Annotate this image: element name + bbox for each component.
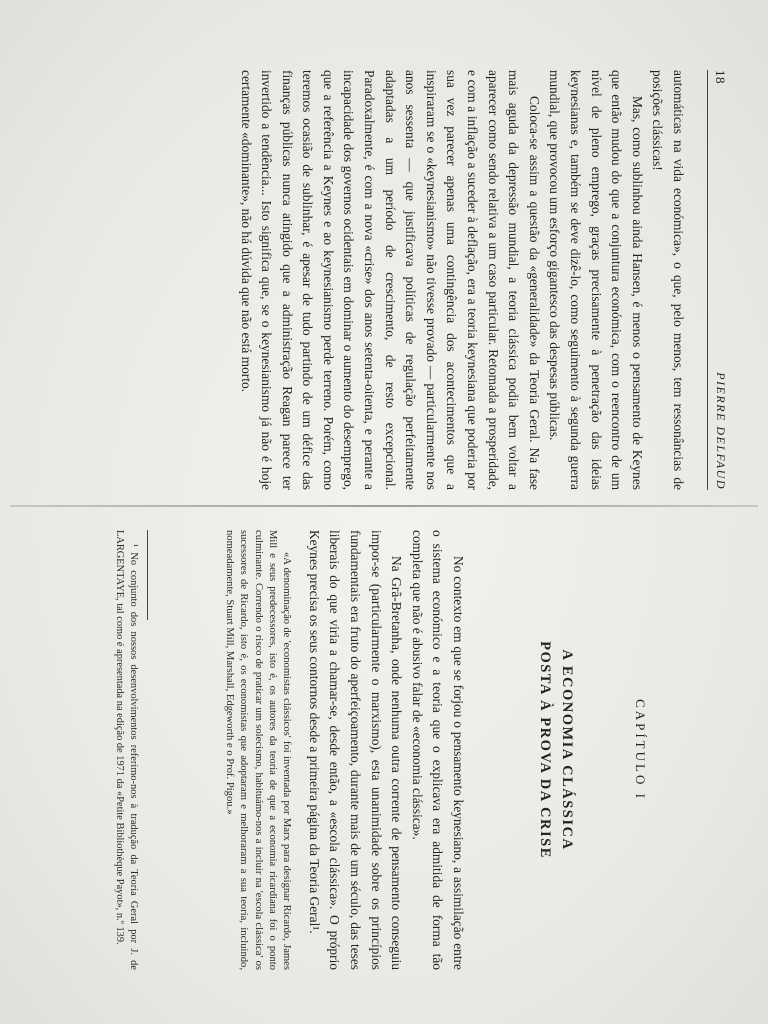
chapter-title — [534, 530, 578, 970]
book-gutter — [10, 505, 758, 507]
left-page — [0, 70, 768, 490]
right-page — [0, 530, 768, 970]
paragraph: No contexto em que se forjou o pensamento keynesiano, a assimilação entre o sistema económico e a teoria que o explicava era admitida de forma tão completa que não é abusivo falar de «economia clássica». — [409, 530, 466, 970]
paragraph: Coloca-se assim a questão da «generalidade» da Teoria Geral. Na fase mais aguda da depressão mundial, a teoria clássica podia bem voltar a aparecer como sendo relativa a um caso particular. Retomada a prosperidade, e com a inflação a suceder à deflação, era a teoria keynesiana que poderia por sua vez parecer apenas uma contingência dos acontecimentos que a inspiraram se o «keynesianismo» não tivesse provado — particularmente nos anos sessenta — que justificava políticas de regulação perfeitamente adaptadas a um período de crescimento, de resto excepcional. Paradoxalmente, é com a nova «crise» dos anos setenta-oitenta, e perante a incapacidade dos governos ocidentais em dominar o aumento do desemprego, que a referência a Keynes e ao keynesianismo perde terreno. Porém, como teremos ocasião de sublinhar, é apesar de tudo partindo de um défice das finanças públicas nunca atingido que a administração Reagan parece ter invertido a tendência... Isto significa que, se o keynesianismo já não é hoje certamente «dominante», não há dúvida que não está morto. — [238, 70, 542, 490]
footnote-rule — [147, 530, 148, 620]
page-number: 18 — [713, 70, 728, 84]
chapter-title-line: POSTA À PROVA DA CRISE — [537, 641, 553, 859]
running-head-author: PIERRE DELFAUD — [714, 372, 728, 490]
block-quote — [222, 530, 293, 970]
running-head-rule — [707, 70, 708, 490]
chapter-title-line: A ECONOMIA CLÁSSICA — [559, 649, 575, 851]
running-head — [708, 70, 728, 490]
footnote — [112, 530, 140, 970]
chapter-label: CAPÍTULO I — [633, 699, 648, 801]
paragraph: automáticas na vida económica», o que, pelo menos, tem ressonâncias de posições clássicas! — [650, 70, 686, 490]
paragraph: Mas, como sublinhou ainda Hansen, é menos o pensamento de Keynes que então mudou do que a conjuntura económica, com o reencontro de um nível de pleno emprego, graças precisamente à penetração das ideias keynesianas e, também se deve dizê-lo, como seguimento à segunda guerra mundial, que provocou um esforço gigantesco das despesas públicas. — [547, 70, 645, 490]
footnote-text: ¹ No conjunto dos nossos desenvolvimentos referimo-nos à tradução da Teoria Geral por J. de LARGENTAYE, tal como é apresentada na edição de 1971 da «Petite Bibliothèque Payot», n.º 139. — [113, 530, 139, 970]
left-body-text — [235, 70, 688, 490]
paragraph: Na Grã-Bretanha, onde nenhuma outra corrente de pensamento conseguiu impor-se (particularmente o marxismo), esta unanimidade sobre os princípios fundamentais era fruto do aperfeiçoamento, durante mais de um século, das teses liberais do que viria a chamar-se, desde então, a «escola clássica». O próprio Keynes precisa os seus contornos desde a primeira página da Teoria Geral¹. — [306, 530, 405, 970]
quote-text: «A denominação de 'economistas clássicos' foi inventada por Marx para designar Ricardo, James Mill e seus predecessores, isto é, os autores da teoria de que a economia ricardiana foi o ponto culminante. Correndo o risco de praticar um solecismo, habituámo-nos a incluir na 'escola clássica' os sucessores de Ricardo, isto é, os economistas que adoptaram e melhoraram a sua teoria, incluindo, nomeadamente, Stuart Mill, Marshall, Edgeworth e o Prof. Pigou.» — [224, 530, 292, 970]
right-body-text — [303, 530, 468, 970]
